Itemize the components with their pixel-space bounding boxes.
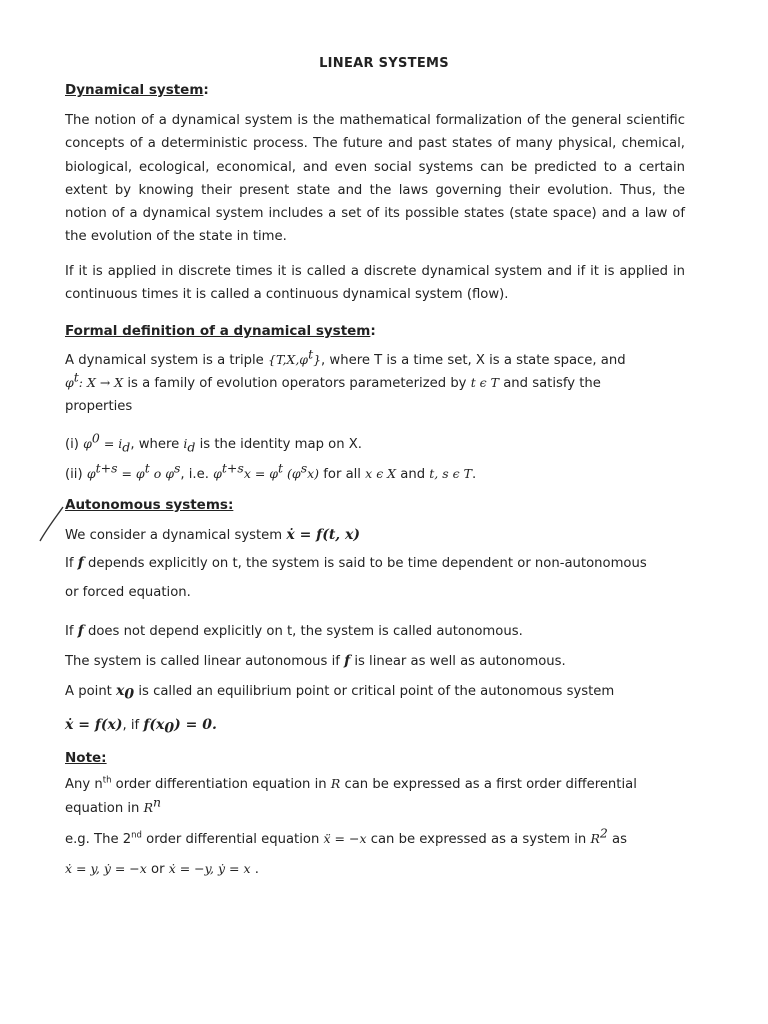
pen-mark [36,505,66,543]
property-2: (ii) $\varphi^{t+s} = \varphi^t$ o $\varphi^s$, i.e. $\varphi^{t+s}x = \varphi^t$ $(\varphi^sx)$ for all x ϵ X and t, s ϵ T. [65,460,477,482]
definition-line-1: A dynamical system is a triple $\{T,X,\varphi^t\}$, where T is a time set, X is a state space, and [65,346,626,368]
section-heading-dynamical-system: Dynamical system: [65,82,209,98]
definition-line-3: properties [65,399,133,414]
definition-line-2: $\varphi^t$: X → X is a family of evolution operators parameterized by t ϵ T and satisfy the [65,369,601,391]
note-line-4: ẋ = y, ẏ = −x or ẋ = −y, ẏ = x . [65,861,259,877]
page-title: LINEAR SYSTEMS [319,56,449,71]
section-heading-formal-definition: Formal definition of a dynamical system: [65,323,376,339]
autonomous-line-1: We consider a dynamical system ẋ = f(t, x) [65,527,361,543]
section-heading-note: Note: [65,750,107,766]
note-line-3: e.g. The 2nd order differential equation ẍ = −x can be expressed as a system in $R^2$ as [65,825,628,847]
section-heading-autonomous: Autonomous systems: [65,497,234,513]
autonomous-line-7: ẋ = f(x), if $f(x_0) = 0$. [65,717,217,737]
autonomous-line-3: or forced equation. [65,585,191,600]
paragraph-dynamical-system: The notion of a dynamical system is the mathematical formalization of the general scientific concepts of a deterministic process. The future and past states of many physical, chemical, biological, ecological, economical, and even social systems can be predicted to a certain extent by knowing their present state and the laws governing their evolution. Thus, the notion of a dynamical system includes a set of its possible states (state space) and a law of the evolution of the state in time. [65,113,685,245]
paragraph-discrete-continuous: If it is applied in discrete times it is called a discrete dynamical system and if it is applied in continuous times it is called a continuous dynamical system (flow). [65,264,685,303]
property-1: (i) $\varphi^0 = i_d$, where $i_d$ is the identity map on X. [65,430,363,455]
note-line-2: equation in $R^n$ [65,794,162,816]
note-line-1: Any $n^{th}$ order differentiation equation in R can be expressed as a first order differential [65,775,637,792]
autonomous-line-6: A point $x_0$ is called an equilibrium point or critical point of the autonomous system [65,683,615,703]
autonomous-line-5: The system is called linear autonomous if f is linear as well as autonomous. [65,653,566,669]
autonomous-line-4: If f does not depend explicitly on t, the system is called autonomous. [65,623,523,639]
autonomous-line-2: If f depends explicitly on t, the system is said to be time dependent or non-autonomous [65,555,647,571]
